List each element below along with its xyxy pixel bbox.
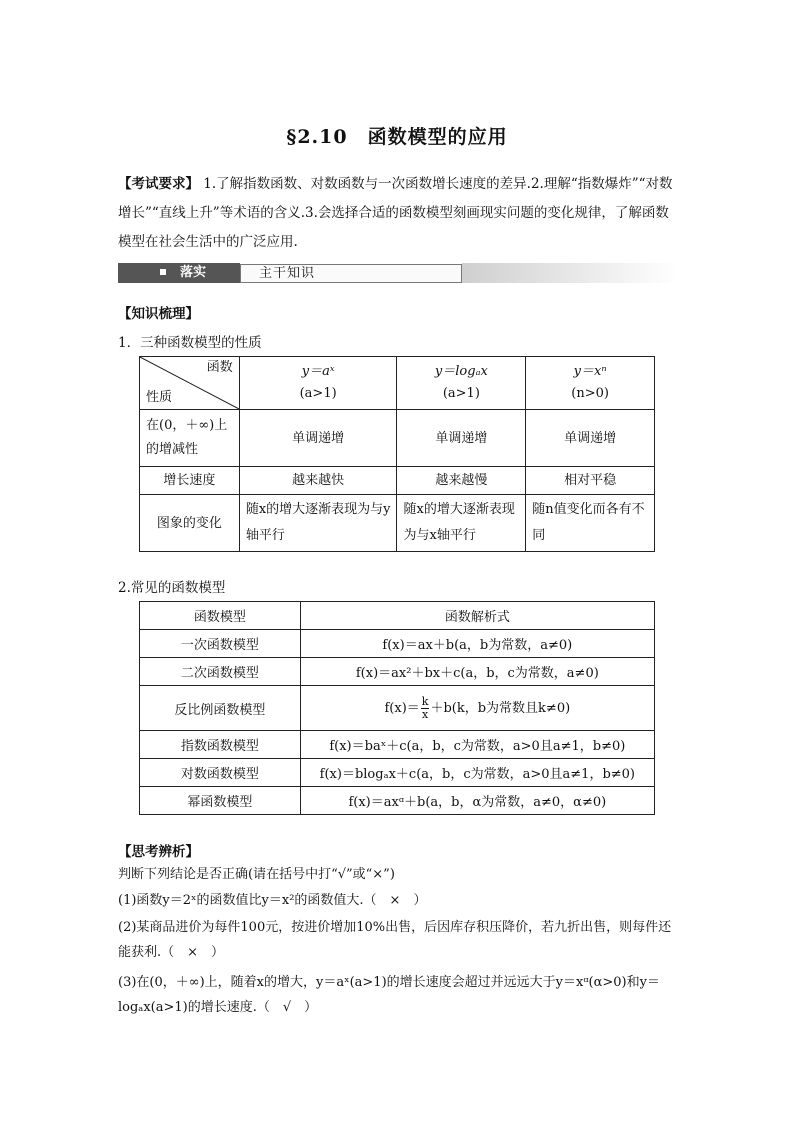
question-item: (3)在(0，＋∞)上，随着x的增大，y＝aˣ(a>1)的增长速度会超过并远远大于y＝xᵅ(α>0)和y＝logₐx(a>1)的增长速度.（ √ ） bbox=[118, 975, 660, 1015]
formula-suffix: ＋b(k，b为常数且k≠0) bbox=[430, 700, 571, 716]
header-cell: 函数模型 bbox=[140, 602, 301, 630]
model-formula: f(x)＝ax＋b(a，b为常数，a≠0) bbox=[300, 630, 654, 658]
col1-formula: y＝aˣ bbox=[301, 364, 335, 379]
table-cell: 单调递增 bbox=[526, 410, 655, 467]
formula-prefix: f(x)＝ bbox=[384, 700, 420, 716]
fraction-numerator: k bbox=[421, 694, 429, 708]
model-formula bbox=[300, 686, 654, 731]
col2-condition: (a>1) bbox=[442, 386, 480, 401]
model-name: 对数函数模型 bbox=[140, 759, 301, 787]
table-row bbox=[140, 686, 655, 731]
requirements-text: 1.了解指数函数、对数函数与一次函数增长速度的差异.2.理解“指数爆炸”“对数增长”“直线上升”等术语的含义.3.会选择合适的函数模型刻画现实问题的变化规律，了解函数模型在社会生活中的广泛应用. bbox=[118, 176, 673, 250]
model-name: 幂函数模型 bbox=[140, 787, 301, 815]
col2-formula: y＝logₐx bbox=[434, 364, 488, 379]
model-name: 二次函数模型 bbox=[140, 658, 301, 686]
banner-dark bbox=[118, 263, 240, 283]
table-row bbox=[140, 787, 655, 815]
exam-requirements bbox=[118, 170, 680, 257]
table-cell: 越来越慢 bbox=[397, 467, 526, 495]
table-row bbox=[140, 658, 655, 686]
corner-top-label: 函数 bbox=[206, 360, 233, 375]
corner-bottom-label: 性质 bbox=[146, 390, 173, 405]
square-bullet-icon bbox=[160, 269, 166, 275]
question-item: (2)某商品进价为每件100元，按进价增加10%出售，后因库存积压降价，若九折出售，则每件还能获利.（ × ） bbox=[118, 920, 672, 960]
question-item: (1)函数y＝2ˣ的函数值比y＝x²的函数值大.（ × ） bbox=[118, 893, 427, 908]
model-formula: f(x)＝ax²＋bx＋c(a，b，c为常数，a≠0) bbox=[300, 658, 654, 686]
model-formula: f(x)＝baˣ＋c(a，b，c为常数，a>0且a≠1，b≠0) bbox=[300, 731, 654, 759]
col3-formula: y＝xⁿ bbox=[573, 364, 607, 379]
section1-title: 1．三种函数模型的性质 bbox=[118, 335, 262, 351]
table-row bbox=[140, 495, 655, 552]
function-models-table bbox=[139, 601, 655, 815]
table-row bbox=[140, 410, 655, 467]
header-cell bbox=[397, 357, 526, 410]
col1-condition: (a>1) bbox=[299, 386, 337, 401]
banner-light bbox=[240, 264, 462, 283]
section-banner bbox=[118, 263, 678, 283]
knowledge-heading: 【知识梳理】 bbox=[118, 306, 199, 322]
row-label: 在(0，＋∞)上的增减性 bbox=[140, 410, 240, 467]
model-formula: f(x)＝blogₐx＋c(a，b，c为常数，a>0且a≠1，b≠0) bbox=[300, 759, 654, 787]
table-row bbox=[140, 467, 655, 495]
think-intro: 判断下列结论是否正确(请在括号中打“√”或“×”) bbox=[118, 867, 395, 882]
requirements-tag: 【考试要求】 bbox=[118, 176, 199, 192]
model-name: 反比例函数模型 bbox=[140, 686, 301, 731]
col3-condition: (n>0) bbox=[571, 386, 609, 401]
table-cell: 随x的增大逐渐表现为与y轴平行 bbox=[239, 495, 397, 552]
page-title: §2.10 函数模型的应用 bbox=[286, 126, 508, 148]
table-cell: 相对平稳 bbox=[526, 467, 655, 495]
header-cell: 函数解析式 bbox=[300, 602, 654, 630]
row-label: 图象的变化 bbox=[140, 495, 240, 552]
banner-light-label: 主干知识 bbox=[259, 266, 316, 281]
table-row bbox=[140, 630, 655, 658]
table-cell: 随x的增大逐渐表现为与x轴平行 bbox=[397, 495, 526, 552]
fraction-denominator: x bbox=[422, 707, 429, 721]
fraction bbox=[421, 696, 430, 721]
model-formula: f(x)＝axᵅ＋b(a，b，α为常数，a≠0，α≠0) bbox=[300, 787, 654, 815]
table-cell: 单调递增 bbox=[397, 410, 526, 467]
table-cell: 随n值变化而各有不同 bbox=[526, 495, 655, 552]
table-row bbox=[140, 759, 655, 787]
banner-dark-label: 落实 bbox=[180, 265, 207, 280]
section2-title: 2.常见的函数模型 bbox=[118, 580, 226, 596]
table-cell: 越来越快 bbox=[239, 467, 397, 495]
header-cell bbox=[526, 357, 655, 410]
table-cell: 单调递增 bbox=[239, 410, 397, 467]
table-row bbox=[140, 602, 655, 630]
row-label: 增长速度 bbox=[140, 467, 240, 495]
table-row bbox=[140, 357, 655, 410]
corner-cell bbox=[140, 357, 240, 410]
function-properties-table bbox=[139, 356, 655, 552]
model-name: 一次函数模型 bbox=[140, 630, 301, 658]
think-heading: 【思考辨析】 bbox=[118, 844, 199, 860]
header-cell bbox=[239, 357, 397, 410]
table-row bbox=[140, 731, 655, 759]
model-name: 指数函数模型 bbox=[140, 731, 301, 759]
banner-fade bbox=[462, 263, 678, 283]
